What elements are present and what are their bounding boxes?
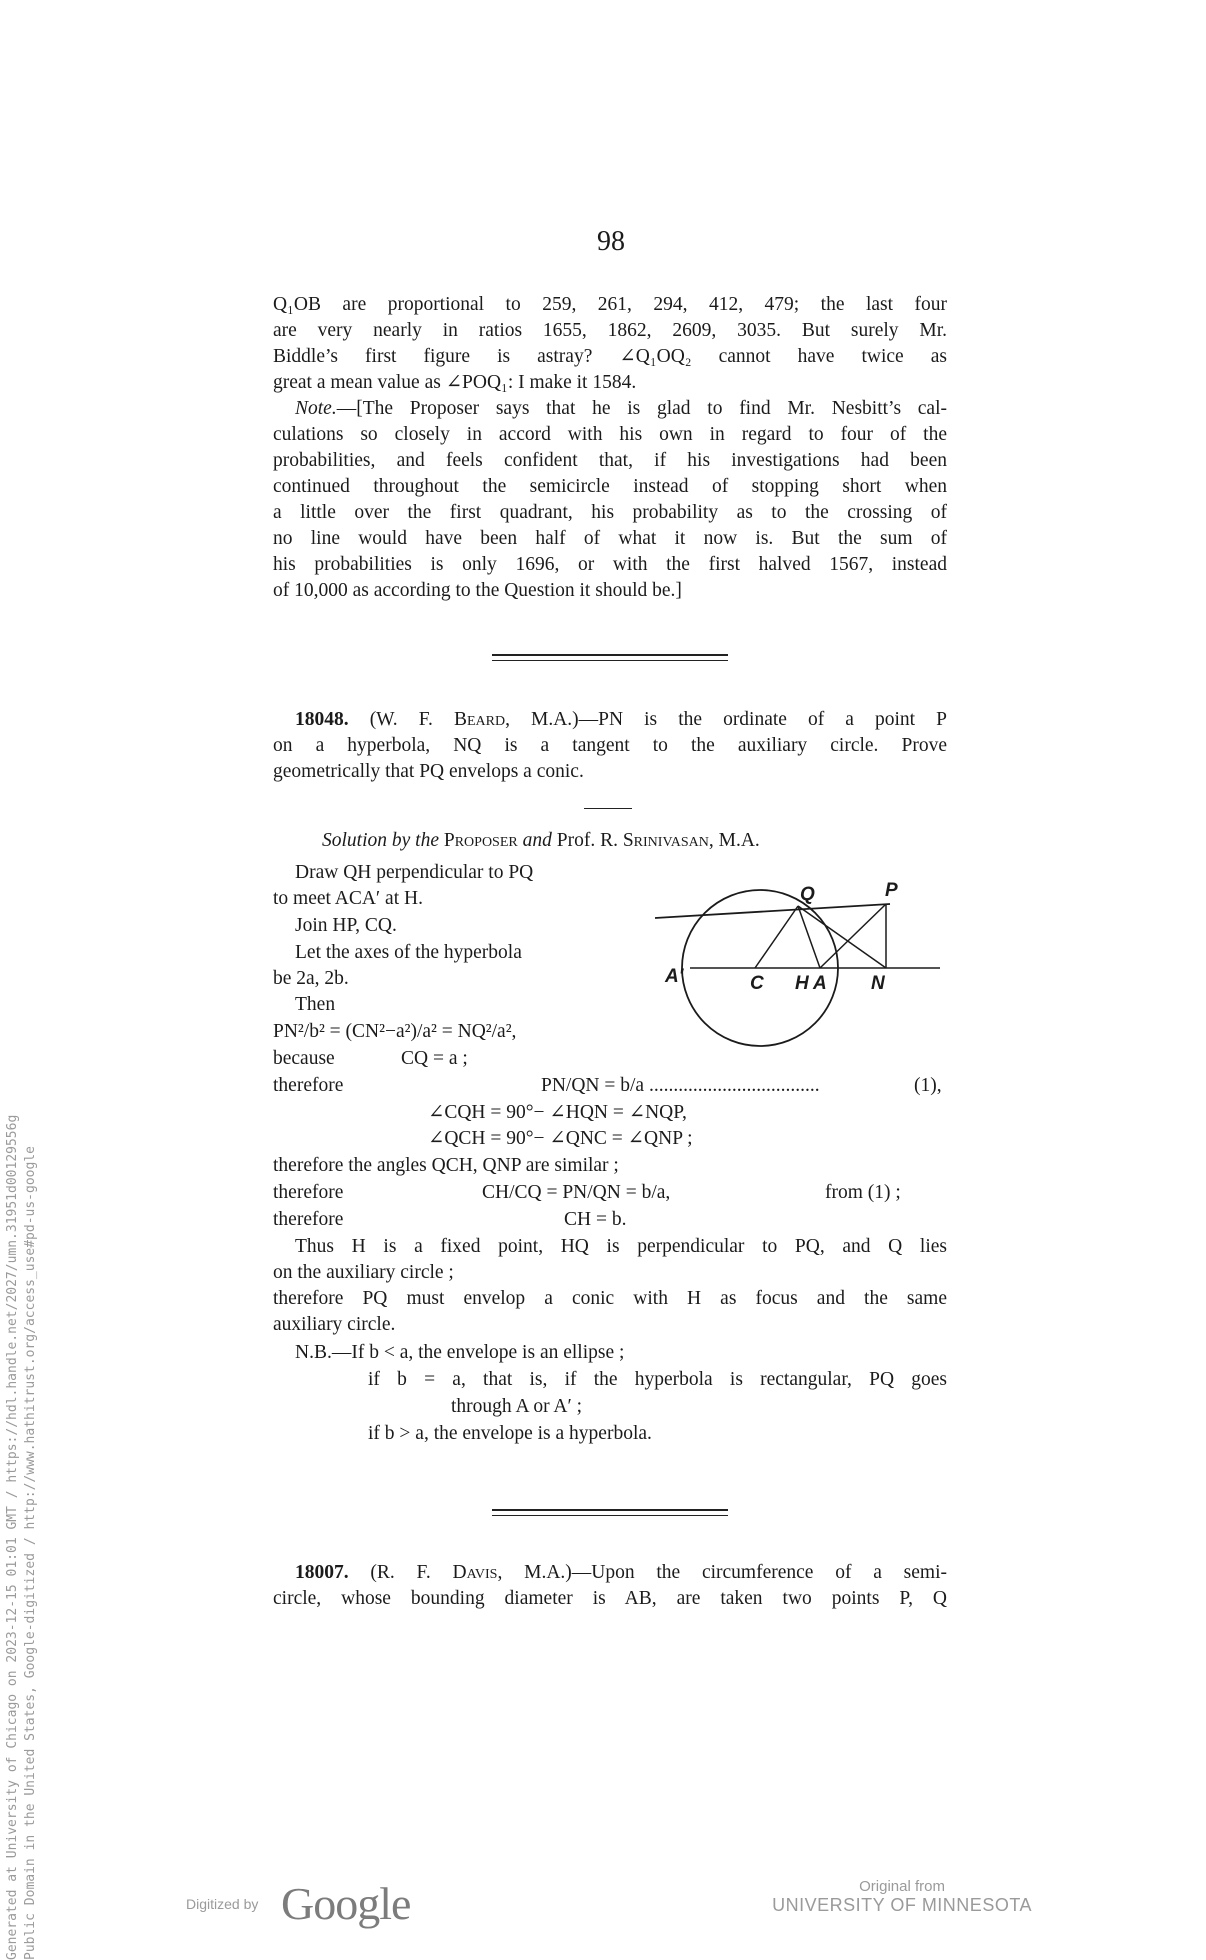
- equation-ch: CH = b.: [564, 1209, 627, 1230]
- therefore-label: therefore: [273, 1182, 344, 1203]
- equation-line: PN²/b² = (CN²−a²)/a² = NQ²/a²,: [273, 1021, 517, 1042]
- hyperbola-diagram: [655, 872, 945, 1047]
- text-line: are very nearly in ratios 1655, 1862, 2609, 3035. But surely Mr.: [273, 320, 947, 341]
- question-number: 18048.: [295, 709, 349, 730]
- equation-pn-qn: PN/QN = b/a ...................................: [541, 1075, 820, 1096]
- note-line: continued throughout the semicircle instead of stopping short when: [273, 476, 947, 497]
- stamp-line-2: Public Domain in the United States, Google-digitized / http://www.hathitrust.org/access_use#pd-us-google: [23, 1146, 38, 1960]
- section-divider: [492, 660, 728, 661]
- text-line: Q₁OB are proportional to 259, 261, 294, 412, 479; the last four: [273, 294, 947, 315]
- solution-line: Draw QH perpendicular to PQ: [295, 862, 534, 883]
- question-line: circle, whose bounding diameter is AB, are taken two points P, Q: [273, 1588, 947, 1609]
- short-divider: [584, 808, 632, 809]
- university-name: UNIVERSITY OF MINNESOTA: [772, 1895, 1032, 1915]
- similar-line: therefore the angles QCH, QNP are similar ;: [273, 1155, 619, 1176]
- text-line: therefore PQ must envelop a conic with H as focus and the same: [273, 1288, 947, 1309]
- solution-line: Join HP, CQ.: [295, 915, 397, 936]
- note-line: no line would have been half of what it now is. But the sum of: [273, 528, 947, 549]
- note-line: a little over the first quadrant, his probability as to the crossing of: [273, 502, 947, 523]
- nb-line: if b = a, that is, if the hyperbola is rectangular, PQ goes: [368, 1369, 947, 1390]
- note-first-line: Note.—[The Proposer says that he is glad to find Mr. Nesbitt’s cal-: [295, 398, 947, 419]
- original-from: [772, 1878, 1032, 1916]
- question-line: geometrically that PQ envelops a conic.: [273, 761, 584, 782]
- tangent-line: [655, 904, 890, 918]
- equation-ref-1: (1),: [914, 1075, 942, 1096]
- label-h: H: [795, 973, 809, 994]
- section-divider: [492, 1509, 728, 1511]
- author-name: Beard: [453, 709, 506, 730]
- label-c: C: [750, 973, 764, 994]
- label-p: P: [885, 880, 898, 901]
- hathitrust-stamp: [4, 960, 40, 1960]
- solution-line: Then: [295, 994, 336, 1015]
- digitized-by-label: Digitized by: [186, 1896, 259, 1912]
- question-number: 18007.: [295, 1562, 349, 1583]
- therefore-label: therefore: [273, 1209, 344, 1230]
- question-first-line: 18007. (R. F. Davis, M.A.)—Upon the circumference of a semi-: [295, 1562, 948, 1583]
- solution-line: be 2a, 2b.: [273, 968, 349, 989]
- equation-ch-cq: CH/CQ = PN/QN = b/a,: [482, 1182, 671, 1203]
- google-logo: Google: [281, 1878, 411, 1929]
- note-label: Note.: [295, 398, 337, 419]
- note-line: probabilities, and feels confident that, if his investigations had been: [273, 450, 947, 471]
- equation-ref-from-1: from (1) ;: [825, 1182, 901, 1203]
- solution-heading: Solution by the Proposer and Prof. R. Srinivasan, M.A.: [322, 830, 760, 851]
- solution-line: Let the axes of the hyperbola: [295, 942, 522, 963]
- question-line: on a hyperbola, NQ is a tangent to the auxiliary circle. Prove: [273, 735, 947, 756]
- author-name: Davis: [452, 1562, 498, 1583]
- section-divider: [492, 1515, 728, 1516]
- text-line: great a mean value as ∠POQ₁: I make it 1584.: [273, 372, 637, 393]
- original-from-label: Original from: [859, 1878, 945, 1895]
- solution-line: to meet ACA′ at H.: [273, 888, 423, 909]
- therefore-label: therefore: [273, 1075, 344, 1096]
- note-line: his probabilities is only 1696, or with the first halved 1567, instead: [273, 554, 947, 575]
- text-line: Thus H is a fixed point, HQ is perpendicular to PQ, and Q lies: [295, 1236, 947, 1257]
- note-line: culations so closely in accord with his own in regard to four of the: [273, 424, 947, 445]
- text-line: Biddle’s first figure is astray? ∠Q₁OQ₂ cannot have twice as: [273, 346, 947, 367]
- previous-solution-text: [273, 292, 947, 604]
- stamp-line-1: Generated at University of Chicago on 2023-12-15 01:01 GMT / https://hdl.handle.net/2027/umn.31951d00129556g: [5, 1114, 20, 1960]
- text-line: auxiliary circle.: [273, 1314, 396, 1335]
- nb-line: through A or A′ ;: [451, 1396, 583, 1417]
- nb-line: if b > a, the envelope is a hyperbola.: [368, 1423, 652, 1444]
- nb-line: N.B.—If b < a, the envelope is an ellipse ;: [295, 1342, 625, 1363]
- page-number: 98: [597, 226, 625, 257]
- label-a: A: [813, 973, 827, 994]
- question-18007: [273, 1560, 947, 1612]
- because-label: because: [273, 1048, 335, 1069]
- because-expression: CQ = a ;: [401, 1048, 468, 1069]
- question-first-line: 18048. (W. F. Beard, M.A.)—PN is the ordinate of a point P: [295, 709, 947, 730]
- equation-qch: ∠QCH = 90°− ∠QNC = ∠QNP ;: [428, 1128, 693, 1149]
- equation-cqh: ∠CQH = 90°− ∠HQN = ∠NQP,: [428, 1102, 687, 1123]
- text-line: on the auxiliary circle ;: [273, 1262, 454, 1283]
- question-18048: [273, 707, 947, 785]
- label-q: Q: [800, 884, 815, 905]
- section-divider: [492, 654, 728, 656]
- note-line: of 10,000 as according to the Question it should be.]: [273, 580, 682, 601]
- label-n: N: [871, 973, 885, 994]
- label-a-prime: A′: [665, 966, 684, 987]
- conclusion-text: [273, 1234, 947, 1338]
